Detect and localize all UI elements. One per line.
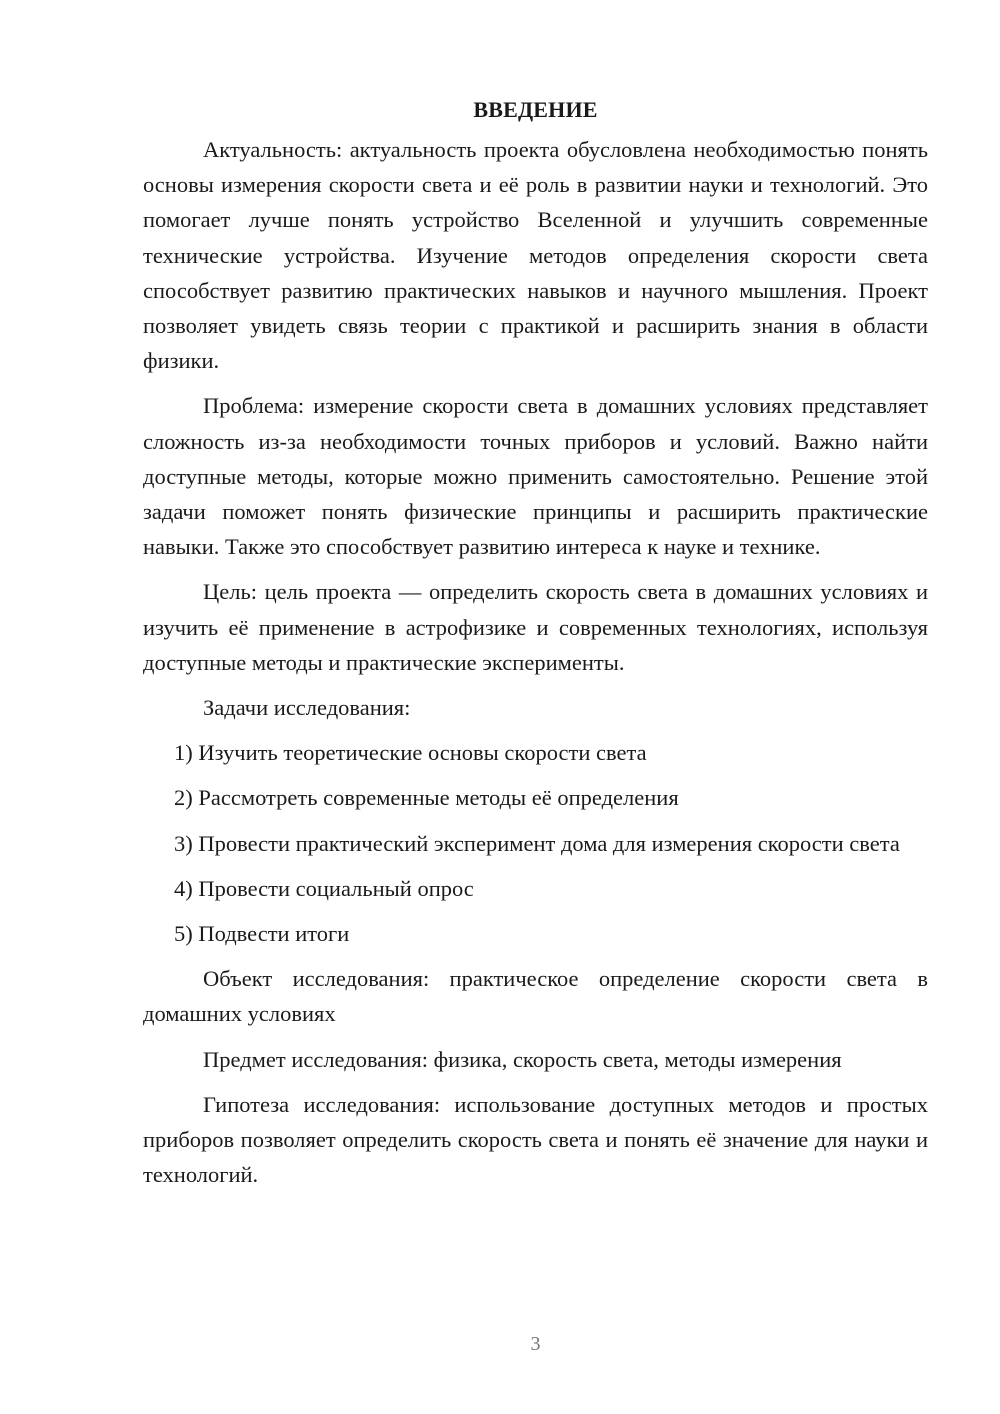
task-item-1: 1) Изучить теоретические основы скорости света	[174, 740, 647, 766]
task-item-2: 2) Рассмотреть современные методы её определения	[174, 785, 679, 811]
object-paragraph: Объект исследования: практическое определение скорости света в домашних условиях	[143, 966, 928, 1027]
task-item-3: 3) Провести практический эксперимент дома для измерения скорости света	[174, 830, 900, 856]
page-number: 3	[530, 1333, 541, 1355]
problem-paragraph: Проблема: измерение скорости света в домашних условиях представляет сложность из-за необходимости точных приборов и условий. Важно найти доступные методы, которые можно применить самостоятельно. Решение этой задачи поможет понять физические принципы и расширить практические навыки. Также это способствует развитию интереса к науке и технике.	[143, 393, 928, 560]
tasks-heading: Задачи исследования:	[203, 695, 411, 721]
task-item-5: 5) Подвести итоги	[174, 921, 350, 947]
hypothesis-paragraph: Гипотеза исследования: использование доступных методов и простых приборов позволяет определить скорость света и понять её значение для науки и технологий.	[143, 1091, 928, 1188]
subject-paragraph: Предмет исследования: физика, скорость света, методы измерения	[203, 1046, 842, 1072]
page-title: ВВЕДЕНИЕ	[473, 97, 598, 122]
relevance-paragraph: Актуальность: актуальность проекта обусловлена необходимостью понять основы измерения скорости света и её роль в развитии науки и технологий. Это помогает лучше понять устройство Вселенной и улучшить современные технические устройства. Изучение методов определения скорости света способствует развитию практических навыков и научного мышления. Проект позволяет увидеть связь теории с практикой и расширить знания в области физики.	[143, 137, 928, 374]
document-page	[143, 94, 928, 1192]
goal-paragraph: Цель: цель проекта — определить скорость света в домашних условиях и изучить её применение в астрофизике и современных технологиях, используя доступные методы и практические эксперименты.	[143, 579, 928, 675]
task-item-4: 4) Провести социальный опрос	[174, 875, 474, 901]
